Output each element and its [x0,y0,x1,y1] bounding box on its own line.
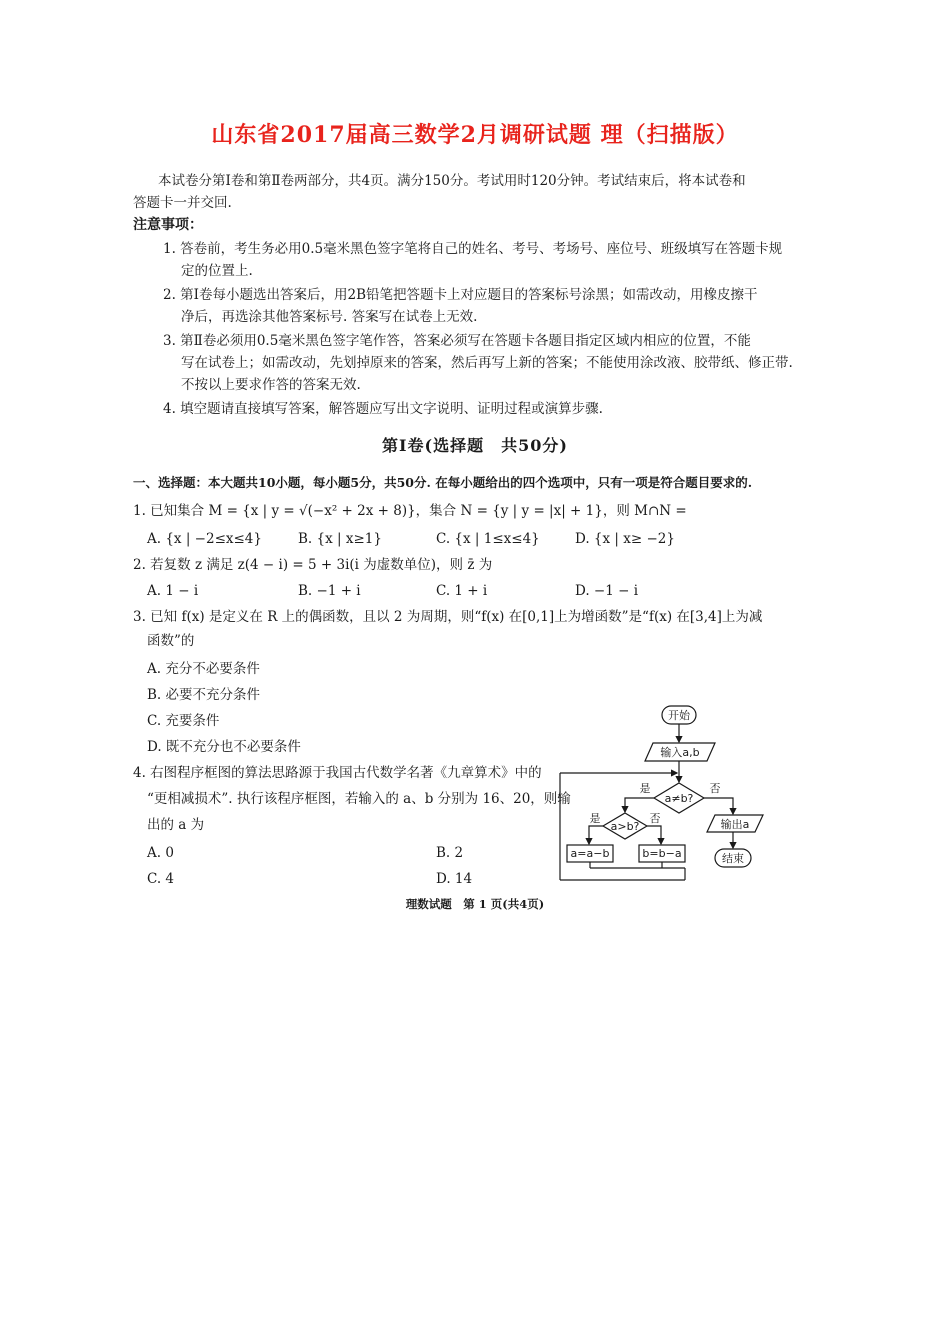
document-title: 山东省2017届高三数学2月调研试题 理（扫描版） [211,122,739,148]
q2-option-c: C. 1 + i [436,583,488,599]
intro-line-2: 答题卡一并交回. [133,195,232,211]
flowchart-assign-b-label: b=b−a [642,847,682,860]
intro-line-1: 本试卷分第Ⅰ卷和第Ⅱ卷两部分，共4页。满分150分。考试用时120分钟。考试结束后，将本试卷和 [158,173,746,189]
q1-option-d: D. {x | x≥ −2} [575,531,675,547]
q2-option-b: B. −1 + i [298,583,361,599]
page-footer: 理数试题 第 1 页(共4页) [405,897,545,911]
flowchart-output-label: 输出a [720,818,750,831]
flowchart-no-2: 否 [649,812,661,825]
flowchart-end-label: 结束 [722,852,744,865]
notice-item-3b: 写在试卷上；如需改动，先划掉原来的答案，然后再写上新的答案；不能使用涂改液、胶带纸、修正带. [181,355,793,371]
notice-item-3c: 不按以上要求作答的答案无效. [181,377,361,393]
q2-option-d: D. −1 − i [575,583,639,599]
q1-option-b: B. {x | x≥1} [298,531,382,547]
q4-stem-line-1: 4. 右图程序框图的算法思路源于我国古代数学名著《九章算术》中的 [133,765,542,781]
flowchart-decision-2-label: a>b? [610,820,640,833]
flowchart-input-label: 输入a,b [660,746,700,759]
q4-stem-line-2: “更相减损术”. 执行该程序框图，若输入的 a、b 分别为 16、20，则输 [147,791,571,807]
flowchart-yes-2: 是 [589,812,601,825]
section-instructions: 一、选择题：本大题共10小题，每小题5分，共50分. 在每小题给出的四个选项中，只有一项是符合题目要求的. [133,475,753,490]
notice-item-3a: 3. 第Ⅱ卷必须用0.5毫米黑色签字笔作答，答案必须写在答题卡各题目指定区域内相应的位置，不能 [163,333,751,349]
notice-item-1a: 1. 答卷前，考生务必用0.5毫米黑色签字笔将自己的姓名、考号、考场号、座位号、班级填写在答题卡规 [163,241,783,257]
flowchart-start-label: 开始 [668,709,690,722]
notice-item-2b: 净后，再选涂其他答案标号. 答案写在试卷上无效. [181,309,478,325]
q3-option-c: C. 充要条件 [147,713,220,729]
notice-item-2a: 2. 第Ⅰ卷每小题选出答案后，用2B铅笔把答题卡上对应题目的答案标号涂黑；如需改动，用橡皮擦干 [163,287,758,303]
notice-item-1b: 定的位置上. [181,263,253,279]
q3-option-d: D. 既不充分也不必要条件 [147,739,301,755]
q4-option-d: D. 14 [436,871,473,887]
q3-stem-line-2: 函数”的 [147,633,195,649]
q3-option-a: A. 充分不必要条件 [147,661,260,677]
q1-option-c: C. {x | 1≤x≤4} [436,531,540,547]
q2-option-a: A. 1 − i [147,583,199,599]
flowchart-decision-1-label: a≠b? [664,792,694,805]
q2-stem: 2. 若复数 z 满足 z(4 − i) = 5 + 3i(i 为虚数单位)，则 z̄ 为 [133,557,493,573]
flowchart-assign-a-label: a=a−b [570,847,610,860]
q3-stem-line-1: 3. 已知 f(x) 是定义在 R 上的偶函数，且以 2 为周期，则“f(x) 在[0,1]上为增函数”是“f(x) 在[3,4]上为减 [133,609,763,625]
q4-option-a: A. 0 [147,845,174,861]
q4-stem-line-3: 出的 a 为 [147,817,205,833]
q3-option-b: B. 必要不充分条件 [147,687,261,703]
notice-item-4: 4. 填空题请直接填写答案，解答题应写出文字说明、证明过程或演算步骤. [163,401,603,417]
flowchart-yes-1: 是 [639,782,651,795]
q1-stem: 1. 已知集合 M = {x | y = √(−x² + 2x + 8)}，集合 N = {y | y = |x| + 1}，则 M∩N = [133,503,687,519]
q1-option-a: A. {x | −2≤x≤4} [147,531,262,547]
q4-option-c: C. 4 [147,871,175,887]
notice-heading: 注意事项： [133,217,203,233]
flowchart [555,700,785,890]
q4-option-b: B. 2 [436,845,464,861]
section-title: 第Ⅰ卷(选择题 共50分) [382,436,568,455]
flowchart-no-1: 否 [709,782,721,795]
